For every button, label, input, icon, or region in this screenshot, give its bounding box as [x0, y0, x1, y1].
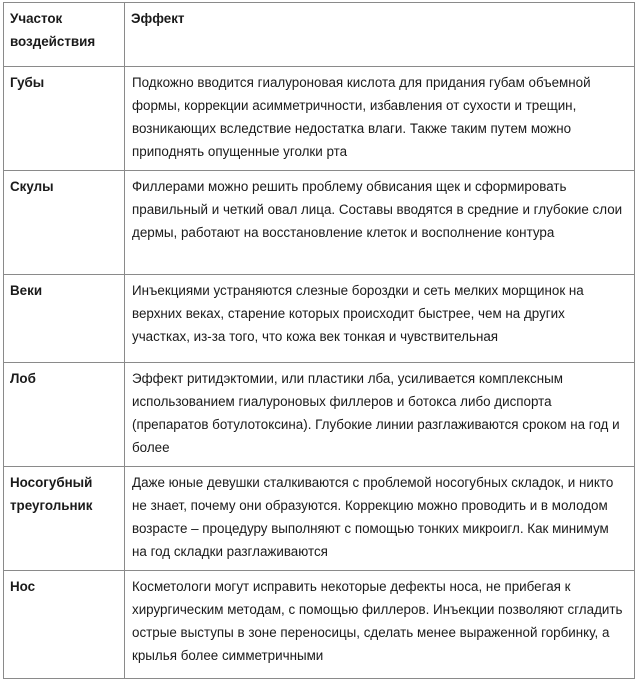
- area-cell: Нос: [4, 571, 125, 679]
- area-cell: Веки: [4, 275, 125, 363]
- effect-cell: Подкожно вводится гиалуроновая кислота для придания губам объемной формы, коррекции асимметричности, избавления от сухости и трещин, возникающих вследствие недостатка влаги. Также таким путем можно приподнять опущенные уголки рта: [125, 67, 635, 171]
- table-row: [4, 571, 635, 679]
- table-row: [4, 275, 635, 363]
- area-cell: Носогубный треугольник: [4, 467, 125, 571]
- effects-table: [3, 2, 635, 679]
- table-row: [4, 363, 635, 467]
- table-row: [4, 467, 635, 571]
- effect-cell: Инъекциями устраняются слезные бороздки и сеть мелких морщинок на верхних веках, старение которых происходит быстрее, чем на других участках, из-за того, что кожа век тонкая и чувствительная: [125, 275, 635, 363]
- table-header-row: [4, 3, 635, 67]
- table-row: [4, 67, 635, 171]
- table-row: [4, 171, 635, 275]
- area-cell: Скулы: [4, 171, 125, 275]
- area-cell: Лоб: [4, 363, 125, 467]
- effect-cell: Эффект ритидэктомии, или пластики лба, усиливается комплексным использованием гиалуроновых филлеров и ботокса либо диспорта (препаратов ботулотоксина). Глубокие линии разглаживаются сроком на год и более: [125, 363, 635, 467]
- effect-cell: Косметологи могут исправить некоторые дефекты носа, не прибегая к хирургическим методам, с помощью филлеров. Инъекции позволяют сгладить острые выступы в зоне переносицы, сделать менее выраженной горбинку, а крылья более симметричными: [125, 571, 635, 679]
- effect-cell: Даже юные девушки сталкиваются с проблемой носогубных складок, и никто не знает, почему они образуются. Коррекцию можно проводить и в молодом возрасте – процедуру выполняют с помощью тонких микроигл. Как минимум на год складки разглаживаются: [125, 467, 635, 571]
- column-header-area: Участок воздействия: [4, 3, 125, 67]
- effect-cell: Филлерами можно решить проблему обвисания щек и сформировать правильный и четкий овал лица. Составы вводятся в средние и глубокие слои дермы, работают на восстановление клеток и восполнение контура: [125, 171, 635, 275]
- column-header-effect: Эффект: [125, 3, 635, 67]
- area-cell: Губы: [4, 67, 125, 171]
